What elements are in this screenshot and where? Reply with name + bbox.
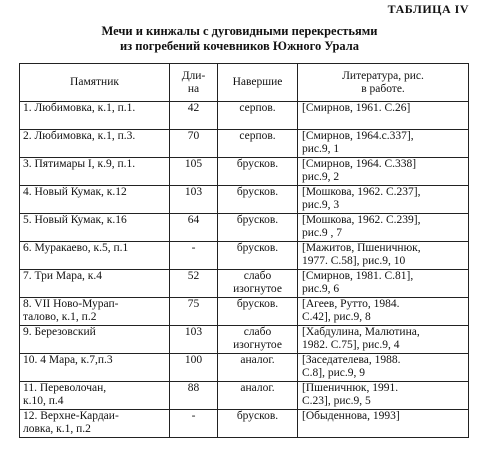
cell-monument: [20, 382, 170, 410]
cell-monument-line: 6. Муракаево, к.5, п.1: [23, 242, 129, 254]
cell-monument-line: 3. Пятимары I, к.9, п.1.: [23, 158, 136, 170]
cell-literature: [298, 410, 469, 438]
cell-pommel: [218, 158, 298, 186]
cell-literature-line: С.23], рис.9, 5: [302, 395, 371, 407]
cell-length: 42: [170, 102, 218, 130]
cell-literature-line: 1977. С.58], рис.9, 10: [302, 255, 406, 267]
cell-monument-line: 5. Новый Кумак, к.16: [23, 214, 127, 226]
table-row: [20, 326, 469, 354]
cell-pommel: [218, 326, 298, 354]
cell-pommel: [218, 382, 298, 410]
cell-monument-line: 12. Верхне-Кардаи-: [23, 410, 119, 422]
cell-literature-line: [Смирнов, 1964. С.338]: [302, 158, 417, 170]
cell-literature-line: [Смирнов, 1981. С.81],: [302, 270, 414, 282]
cell-pommel-line: брусков.: [236, 186, 279, 198]
header-literature-line-2: в работе.: [361, 82, 405, 95]
table-row: [20, 130, 469, 158]
cell-pommel-line: слабо: [243, 270, 272, 282]
header-literature-line-1: Литература, рис.: [342, 69, 424, 82]
cell-literature: [298, 186, 469, 214]
cell-literature-line: [Смирнов, 1964.с.337],: [302, 130, 414, 142]
cell-literature-line: [Заседателева, 1988.: [302, 354, 401, 366]
cell-monument: [20, 410, 170, 438]
cell-monument-line: 9. Березовский: [23, 326, 96, 338]
cell-pommel: [218, 102, 298, 130]
cell-literature: [298, 102, 469, 130]
cell-monument: [20, 354, 170, 382]
cell-pommel-line: изогнутое: [233, 283, 282, 295]
cell-monument-line: 7. Три Мара, к.4: [23, 270, 103, 282]
cell-pommel-line: брусков.: [236, 298, 279, 310]
cell-pommel: [218, 214, 298, 242]
cell-literature-line: С.8], рис.9, 9: [302, 367, 366, 379]
cell-length: 64: [170, 214, 218, 242]
table-row: [20, 186, 469, 214]
table-row: [20, 410, 469, 438]
cell-monument-line: ловка, к.1, п.2: [23, 423, 91, 435]
cell-length: 52: [170, 270, 218, 298]
cell-length: 103: [170, 186, 218, 214]
caption-line-1: Мечи и кинжалы с дуговидными перекрестьями: [101, 24, 378, 38]
cell-literature-line: [Пшеничнюк, 1991.: [302, 382, 399, 394]
cell-literature: [298, 298, 469, 326]
cell-pommel-line: брусков.: [236, 410, 279, 422]
header-length-line-2: на: [187, 82, 200, 95]
header-pommel: Навершие: [218, 64, 298, 102]
cell-literature-line: рис.9 , 7: [302, 227, 343, 239]
cell-monument-line: 4. Новый Кумак, к.12: [23, 186, 127, 198]
cell-pommel: [218, 270, 298, 298]
cell-monument: [20, 130, 170, 158]
cell-literature-line: [Мажитов, Пшеничнюк,: [302, 242, 421, 254]
cell-pommel: [218, 354, 298, 382]
cell-monument-line: 2. Любимовка, к.1, п.3.: [23, 130, 136, 142]
header-row: [20, 64, 469, 102]
cell-monument-line: к.10, п.4: [23, 395, 64, 407]
cell-literature-line: рис.9, 3: [302, 199, 340, 211]
cell-pommel-line: брусков.: [236, 214, 279, 226]
cell-literature-line: [Агеев, Рутто, 1984.: [302, 298, 400, 310]
cell-literature-line: 1982. С.75], рис.9, 4: [302, 339, 400, 351]
table-number-label: ТАБЛИЦА IV: [387, 2, 469, 16]
cell-literature-line: рис.9, 1: [302, 143, 340, 155]
cell-pommel: [218, 130, 298, 158]
cell-pommel: [218, 186, 298, 214]
cell-literature-line: [Мошкова, 1962. С.239],: [302, 214, 421, 226]
caption-line-2: из погребений кочевников Южного Урала: [119, 39, 360, 53]
table-row: [20, 242, 469, 270]
cell-pommel: [218, 410, 298, 438]
table-row: [20, 270, 469, 298]
cell-length: 75: [170, 298, 218, 326]
cell-monument-line: 11. Переволочан,: [23, 382, 107, 394]
cell-monument: [20, 298, 170, 326]
cell-length: 100: [170, 354, 218, 382]
cell-pommel-line: брусков.: [236, 242, 279, 254]
cell-literature-line: рис.9, 6: [302, 283, 340, 295]
cell-pommel: [218, 242, 298, 270]
table-row: [20, 158, 469, 186]
header-length: [170, 64, 218, 102]
cell-literature: [298, 270, 469, 298]
cell-monument: [20, 158, 170, 186]
table-row: [20, 102, 469, 130]
cell-pommel-line: серпов.: [239, 102, 276, 114]
cell-literature-line: [Обыденнова, 1993]: [302, 410, 400, 422]
cell-literature-line: [Смирнов, 1961. С.26]: [302, 102, 411, 114]
cell-length: -: [170, 410, 218, 438]
cell-length: 88: [170, 382, 218, 410]
cell-literature: [298, 354, 469, 382]
table-row: [20, 382, 469, 410]
cell-pommel-line: серпов.: [239, 130, 276, 142]
cell-monument-line: талово, к.1, п.2: [23, 311, 97, 323]
cell-pommel-line: брусков.: [236, 158, 279, 170]
cell-length: 105: [170, 158, 218, 186]
cell-pommel-line: аналог.: [240, 354, 275, 366]
cell-monument: [20, 214, 170, 242]
table-row: [20, 354, 469, 382]
cell-monument: [20, 326, 170, 354]
cell-literature: [298, 326, 469, 354]
cell-literature: [298, 158, 469, 186]
table-row: [20, 298, 469, 326]
cell-monument-line: 10. 4 Мара, к.7,п.3: [23, 354, 113, 366]
cell-pommel-line: аналог.: [240, 382, 275, 394]
cell-monument-line: 1. Любимовка, к.1, п.1.: [23, 102, 136, 114]
cell-literature: [298, 130, 469, 158]
cell-literature-line: [Хабдулина, Малютина,: [302, 326, 420, 338]
cell-length: 70: [170, 130, 218, 158]
cell-literature-line: С.42], рис.9, 8: [302, 311, 371, 323]
header-literature: [298, 64, 469, 102]
cell-monument: [20, 270, 170, 298]
cell-literature: [298, 382, 469, 410]
cell-pommel-line: изогнутое: [233, 339, 282, 351]
cell-monument: [20, 242, 170, 270]
header-length-line-1: Дли-: [181, 69, 206, 82]
cell-monument-line: 8. VII Ново-Мурап-: [23, 298, 119, 310]
cell-literature-line: рис.9, 2: [302, 171, 340, 183]
table-caption: [0, 24, 479, 54]
header-monument: Памятник: [20, 64, 170, 102]
cell-length: -: [170, 242, 218, 270]
table-body: [20, 102, 469, 438]
cell-monument: [20, 186, 170, 214]
cell-pommel: [218, 298, 298, 326]
cell-literature-line: [Мошкова, 1962. С.237],: [302, 186, 421, 198]
cell-length: 103: [170, 326, 218, 354]
cell-literature: [298, 242, 469, 270]
cell-pommel-line: слабо: [243, 326, 272, 338]
cell-literature: [298, 214, 469, 242]
cell-monument: [20, 102, 170, 130]
swords-table: [19, 63, 469, 438]
table-row: [20, 214, 469, 242]
